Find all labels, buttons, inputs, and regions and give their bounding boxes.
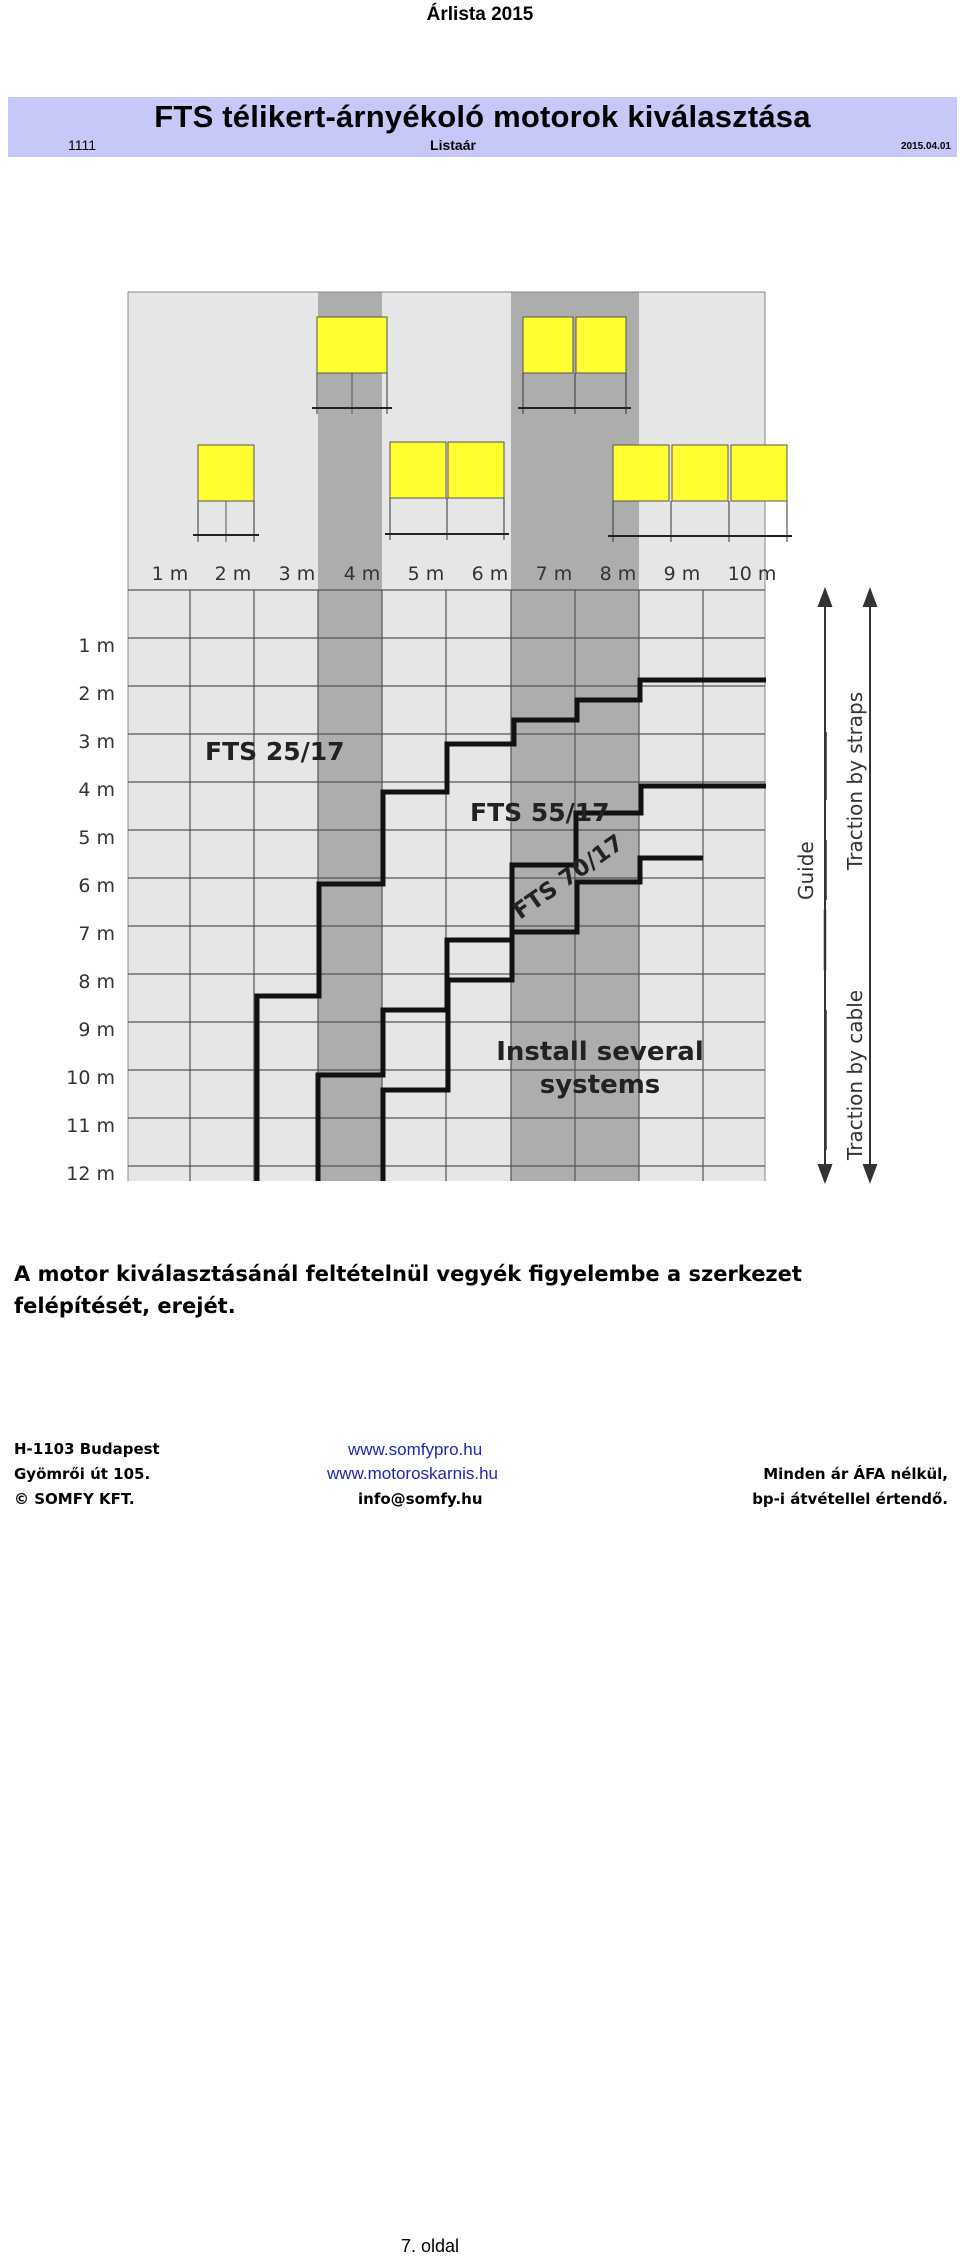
install-label-line2: systems — [539, 1070, 661, 1100]
width-label: 1 m — [151, 563, 189, 585]
length-label: 5 m — [78, 827, 115, 849]
website-link-2[interactable]: www.motoroskarnis.hu — [327, 1464, 499, 1483]
price-note-line-1: Minden ár ÁFA nélkül, — [763, 1465, 948, 1483]
motor-selection-diagram — [66, 290, 845, 1190]
price-note-line-2: bp-i átvétellel értendő. — [752, 1490, 948, 1508]
length-label: 3 m — [78, 731, 115, 753]
page-number: 7. oldal — [400, 2236, 460, 2256]
date-label: 2015.04.01 — [900, 141, 951, 152]
width-label: 9 m — [663, 563, 701, 585]
length-label: 6 m — [78, 875, 115, 897]
address-line-1: H-1103 Budapest — [14, 1440, 160, 1458]
length-label: 11 m — [66, 1115, 115, 1137]
length-label: 10 m — [66, 1067, 115, 1089]
website-link-1[interactable]: www.somfypro.hu — [348, 1440, 483, 1459]
width-label: 10 m — [727, 563, 777, 585]
company-name: © SOMFY KFT. — [14, 1490, 135, 1508]
straps-label: Traction by straps — [843, 691, 867, 870]
length-label: 4 m — [78, 779, 115, 801]
width-label: 8 m — [599, 563, 637, 585]
length-label: 8 m — [78, 971, 115, 993]
guide-label: Guide — [794, 841, 818, 900]
product-code: 1111 — [68, 137, 97, 153]
page-title: FTS télikert-árnyékoló motorok kiválasztása — [154, 99, 811, 134]
length-label: 12 m — [66, 1163, 115, 1185]
fts25-label: FTS 25/17 — [205, 737, 345, 766]
fts70-label: FTS 70/17 — [508, 829, 629, 925]
install-label-line1: Install several — [496, 1037, 704, 1067]
traction-arrow-down — [864, 1165, 876, 1181]
length-label: 1 m — [78, 635, 115, 657]
length-axis — [66, 635, 115, 1185]
address-line-2: Gyömrői út 105. — [14, 1465, 151, 1483]
fts55-label: FTS 55/17 — [470, 798, 610, 827]
width-label: 2 m — [214, 563, 252, 585]
length-label: 2 m — [78, 683, 115, 705]
guide-arrow-up — [819, 590, 831, 606]
email-address[interactable]: info@somfy.hu — [358, 1490, 483, 1508]
cable-label: Traction by cable — [843, 989, 867, 1160]
width-label: 7 m — [535, 563, 573, 585]
document-header: Árlista 2015 — [426, 4, 534, 25]
width-label: 3 m — [278, 563, 316, 585]
length-label: 9 m — [78, 1019, 115, 1041]
width-label: 4 m — [343, 563, 381, 585]
selection-note: A motor kiválasztásánál feltételnül vegyék figyelembe a szerkezet felépítését, erejét. — [14, 1262, 802, 1318]
length-label: 7 m — [78, 923, 115, 945]
width-label: 6 m — [471, 563, 509, 585]
traction-arrows — [800, 290, 880, 1190]
traction-arrow-up — [864, 590, 876, 606]
title-banner — [8, 97, 957, 157]
guide-arrow-down — [819, 1165, 831, 1181]
price-label: Listaár — [430, 137, 476, 153]
width-label: 5 m — [407, 563, 445, 585]
